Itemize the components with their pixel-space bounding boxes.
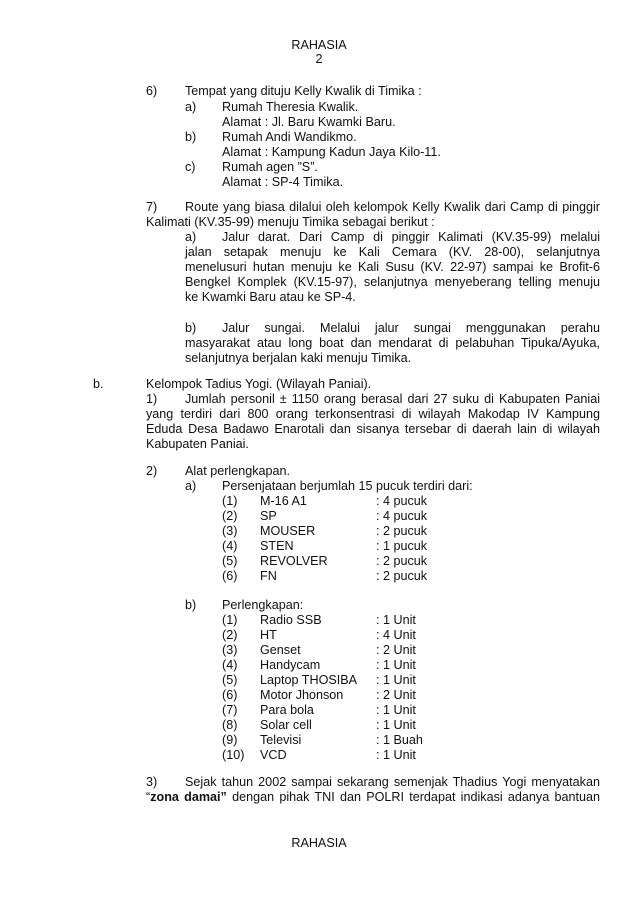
section-b-p3-number: 3)	[146, 775, 158, 789]
equipment-number: (8)	[222, 718, 238, 732]
equipment-number: (9)	[222, 733, 238, 747]
item6-b-label: b)	[185, 130, 197, 144]
weapon-name: M-16 A1	[260, 494, 307, 508]
footer-classification: RAHASIA	[291, 836, 347, 850]
equipment-quantity: : 1 Unit	[376, 748, 416, 762]
equipment-quantity: : 4 Unit	[376, 628, 416, 642]
equipment-number: (3)	[222, 643, 238, 657]
item7-a-line2: jalan setapak menuju ke Kali Cemara (KV. 28-00), selanjutnya	[185, 245, 600, 259]
item6-b-text: Rumah Andi Wandikmo.	[222, 130, 357, 144]
equipment-quantity: : 2 Unit	[376, 688, 416, 702]
open-quote: “	[146, 790, 151, 804]
section-b-p3-line2	[146, 790, 600, 805]
item7-line2: Kalimati (KV.35-99) menuju Timika sebagai berikut :	[146, 215, 435, 229]
equipment-number: (6)	[222, 688, 238, 702]
item7-b-label: b)	[185, 321, 197, 335]
equipment-title: Perlengkapan:	[222, 598, 304, 612]
section-b-title: Kelompok Tadius Yogi. (Wilayah Paniai).	[146, 377, 372, 391]
equipment-name: Genset	[260, 643, 301, 657]
equipment-name: Solar cell	[260, 718, 312, 732]
equipment-number: (7)	[222, 703, 238, 717]
weapons-title: Persenjataan berjumlah 15 pucuk terdiri dari:	[222, 479, 473, 493]
weapon-name: MOUSER	[260, 524, 316, 538]
section-b-p3-line1: Sejak tahun 2002 sampai sekarang semenjak Thadius Yogi menyatakan	[185, 775, 600, 789]
weapon-quantity: : 1 pucuk	[376, 539, 428, 553]
equipment-name: Handycam	[260, 658, 321, 672]
item6-a-text: Rumah Theresia Kwalik.	[222, 100, 359, 114]
item7-a-line3: menelusuri hutan menuju ke Kali Susu (KV. 22-97) sampai ke Brofit-6	[185, 260, 600, 274]
equipment-number: (1)	[222, 613, 238, 627]
equipment-quantity: : 1 Buah	[376, 733, 423, 747]
item7-line1: Route yang biasa dilalui oleh kelompok Kelly Kwalik dari Camp di pinggir	[185, 200, 600, 214]
weapon-quantity: : 2 pucuk	[376, 569, 428, 583]
weapon-number: (4)	[222, 539, 238, 553]
equipment-name: Motor Jhonson	[260, 688, 344, 702]
item6-a-address: Alamat : Jl. Baru Kwamki Baru.	[222, 115, 396, 129]
equipment-quantity: : 1 Unit	[376, 613, 416, 627]
weapon-number: (3)	[222, 524, 238, 538]
weapons-label: a)	[185, 479, 197, 493]
section-b-p2-title: Alat perlengkapan.	[185, 464, 291, 478]
item7-b-line1: Jalur sungai. Melalui jalur sungai menggunakan perahu	[222, 321, 600, 335]
equipment-name: Televisi	[260, 733, 302, 747]
section-b-p1-line3: Eduda Desa Badawo Enarotali dan sisanya tersebar di daerah lain di wilayah	[146, 422, 600, 436]
weapon-quantity: : 2 pucuk	[376, 554, 428, 568]
section-b-label: b.	[93, 377, 104, 391]
header-classification: RAHASIA	[291, 38, 347, 52]
section-b-p1-line1: Jumlah personil ± 1150 orang berasal dari 27 suku di Kabupaten Paniai	[185, 392, 600, 406]
equipment-number: (4)	[222, 658, 238, 672]
item7-a-label: a)	[185, 230, 197, 244]
item6-number: 6)	[146, 84, 158, 98]
weapon-number: (5)	[222, 554, 238, 568]
weapon-name: STEN	[260, 539, 294, 553]
equipment-quantity: : 1 Unit	[376, 703, 416, 717]
equipment-name: Para bola	[260, 703, 314, 717]
weapon-quantity: : 2 pucuk	[376, 524, 428, 538]
item6-text: Tempat yang dituju Kelly Kwalik di Timika :	[185, 84, 422, 98]
item6-c-address: Alamat : SP-4 Timika.	[222, 175, 344, 189]
page-number: 2	[315, 52, 323, 66]
equipment-name: VCD	[260, 748, 287, 762]
weapon-number: (6)	[222, 569, 238, 583]
p3-line2-rest: dengan pihak TNI dan POLRI terdapat indikasi adanya bantuan	[226, 790, 600, 804]
equipment-quantity: : 2 Unit	[376, 643, 416, 657]
equipment-name: Radio SSB	[260, 613, 322, 627]
item7-a-line5: ke Kwamki Baru atau ke SP-4.	[185, 290, 356, 304]
equipment-name: HT	[260, 628, 277, 642]
equipment-name: Laptop THOSIBA	[260, 673, 358, 687]
weapon-quantity: : 4 pucuk	[376, 494, 428, 508]
equipment-label: b)	[185, 598, 197, 612]
weapon-name: SP	[260, 509, 277, 523]
item7-b-line2: masyarakat atau long boat dan mendarat di pelabuhan Tipuka/Ayuka,	[185, 336, 600, 350]
equipment-quantity: : 1 Unit	[376, 718, 416, 732]
section-b-p1-line4: Kabupaten Paniai.	[146, 437, 249, 451]
item6-c-text: Rumah agen ”S”.	[222, 160, 318, 174]
equipment-quantity: : 1 Unit	[376, 658, 416, 672]
weapon-quantity: : 4 pucuk	[376, 509, 428, 523]
equipment-number: (2)	[222, 628, 238, 642]
item7-b-line3: selanjutnya berjalan kaki menuju Timika.	[185, 351, 412, 365]
item6-a-label: a)	[185, 100, 197, 114]
weapon-number: (1)	[222, 494, 238, 508]
item7-a-line1: Jalur darat. Dari Camp di pinggir Kalimati (KV.35-99) melalui	[222, 230, 600, 244]
section-b-p2-number: 2)	[146, 464, 158, 478]
item7-a-line4: Bengkel Komplek (KV.15-97), selanjutnya menyeberang telling menuju	[185, 275, 600, 289]
item6-c-label: c)	[185, 160, 196, 174]
section-b-p1-line2: yang terdiri dari 800 orang terkonsentrasi di wilayah Makodap IV Kampung	[146, 407, 600, 421]
section-b-p1-number: 1)	[146, 392, 158, 406]
equipment-number: (10)	[222, 748, 245, 762]
item6-b-address: Alamat : Kampung Kadun Jaya Kilo-11.	[222, 145, 441, 159]
weapon-number: (2)	[222, 509, 238, 523]
weapon-name: REVOLVER	[260, 554, 328, 568]
item7-number: 7)	[146, 200, 158, 214]
zona-damai-bold: zona damai”	[150, 790, 227, 804]
weapon-name: FN	[260, 569, 277, 583]
equipment-number: (5)	[222, 673, 238, 687]
equipment-quantity: : 1 Unit	[376, 673, 416, 687]
